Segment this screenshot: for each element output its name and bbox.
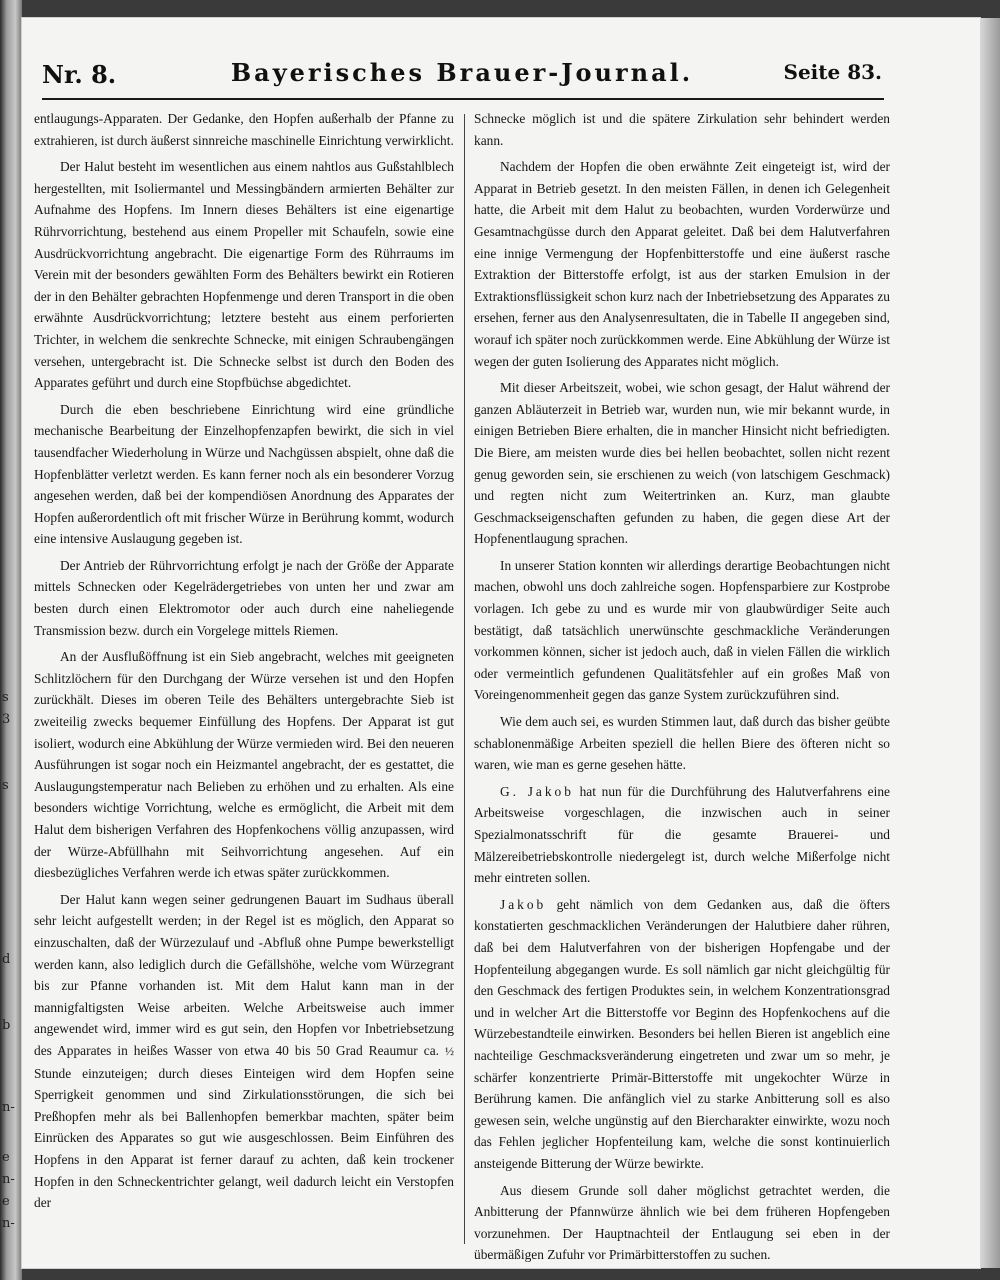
strip-fragment: s [2, 690, 9, 705]
author-name: Jakob [500, 896, 547, 912]
page-header [42, 58, 882, 92]
issue-number: Nr. 8. [42, 60, 117, 89]
paragraph: Wie dem auch sei, es wurden Stimmen laut, daß durch das bisher geübte schablonenmäßige Arbeiten speziell die hellen Biere des öfteren nicht so waren, wie man es gerne gesehen hätte. [474, 714, 890, 773]
strip-fragment: d [2, 952, 11, 967]
paragraph-text: geht nämlich von dem Gedanken aus, daß die öfters konstatierten geschmacklichen Veränderungen der Halutbiere daher rühren, daß bei dem Halutverfahren von der bisherigen Hopfengabe und der Hopfenteilung abgegangen wurde. Es soll nämlich gar nicht gleichgültig für den Geschmack des fertigen Produktes sein, in welchem Konzentrationsgrad und in welcher Art die Bitterstoffe vor Beginn des Hopfenkochens auf die Würzebestandteile einwirken. Besonders bei hellen Bieren ist angeblich eine nachteilige Geschmacksveränderung eingetreten und zwar um so mehr, je schärfer konzentrierte Primär-Bitterstoffe mit ungekochter Würze in Berührung kamen. Die anfänglich viel zu starke Anbitterung soll es also gewesen sein, welche ungünstig auf den Biercharakter einwirkte, wozu noch das Fehlen jeglicher Hopfenteilung kam, welche die sonst kontinuierlich ansteigende Bitterung der Würze bewirkte. [474, 896, 890, 1171]
paragraph: Mit dieser Arbeitszeit, wobei, wie schon gesagt, der Halut während der ganzen Abläuterzeit in Betrieb war, wurden nun, wie mir bekannt wurde, in einigen Betrieben Biere erhalten, die in mancher Hinsicht nicht befriedigten. Die Biere, am meisten wurde dies bei hellen beobachtet, sollen nicht rezent genug geworden sein, sie erschienen zu weich (von latschigem Geschmack) und regten nicht zum Weitertrinken an. Kurz, man glaubte Geschmackseigenschaften gefunden zu haben, die gegen diese Art der Hopfenentlaugung sprachen. [474, 380, 890, 547]
journal-title: Bayerisches Brauer-Journal. [230, 58, 694, 87]
page-number: Seite 83. [783, 60, 882, 84]
left-column [34, 108, 454, 1219]
paragraph-text: Der Halut kann wegen seiner gedrungenen Bauart im Sudhaus überall sehr leicht aufgestellt werden; in der Regel ist es möglich, den Apparat so einzuschalten, daß der Würzezulauf und -Abfluß ohne Pumpe bewerkstelligt werden kann, also lediglich durch die Gefällshöhe, welche vom Würzegrant bis zur Pfanne vorhanden ist. Mit dem Halut kann man in der mannigfaltigsten Weise arbeiten. Welche Arbeitsweise auch immer angewendet wird, immer wird es gut sein, den Hopfen vor Inbetriebsetzung des Apparates in heißes Wasser von etwa 40 bis 50 Grad Reaumur ca. [34, 891, 454, 1058]
strip-fragment: n- [2, 1100, 15, 1115]
paragraph-text: Stunde einzuteigen; durch dieses Einteigen wird dem Hopfen seine Sperrigkeit genommen und sind Zirkulationsstörungen, die sich bei Preßhopfen mehr als bei Ballenhopfen bemerkbar machten, später beim Einrücken des Apparates so gut wie ausgeschlossen. Beim Einführen des Hopfens in den Apparat ist ferner darauf zu achten, daß kein trockener Hopfen in den Schneckentrichter gelangt, weil dadurch leicht ein Verstopfen der [34, 1065, 454, 1211]
right-column [474, 108, 890, 1271]
strip-fragment: e [2, 1194, 10, 1209]
column-divider [464, 114, 465, 1244]
fraction: ½ [445, 1043, 454, 1058]
paragraph: Der Antrieb der Rührvorrichtung erfolgt je nach der Größe der Apparate mittels Schnecken oder Kegelrädergetriebes von unten her und zwar am besten durch einen Elektromotor oder auch durch eine naheliegende Transmission bezw. durch ein Vorgelege mittels Riemen. [34, 557, 454, 638]
strip-fragment: n- [2, 1172, 15, 1187]
author-name: G. Jakob [500, 783, 574, 799]
paragraph [474, 781, 890, 889]
strip-fragment: e [2, 1150, 10, 1165]
paragraph: Nachdem der Hopfen die oben erwähnte Zeit eingeteigt ist, wird der Apparat in Betrieb gesetzt. In den meisten Fällen, in denen ich Gelegenheit hatte, die Arbeit mit dem Halut zu beobachten, wurden Vorderwürze und Gesamtnachgüsse durch den Apparat geleitet. Daß bei dem Halutverfahren eine innige Vermengung der Hopfenbitterstoffe und eine äußerst rasche Extraktion der Bitterstoffe erfolgt, ist aus der starken Emulsion in der Extraktionsflüssigkeit schon kurz nach der Inbetriebsetzung des Apparates zu ersehen, ferner aus den Analysenresultaten, die in Tabelle II angegeben sind, worauf ich später noch zurückkommen werde. Eine Abkühlung der Würze ist wegen der guten Isolierung des Apparates nicht möglich. [474, 159, 890, 369]
paragraph [34, 889, 454, 1214]
paragraph [474, 894, 890, 1175]
paragraph: Aus diesem Grunde soll daher möglichst getrachtet werden, die Anbitterung der Pfannwürze ähnlich wie bei dem früheren Hopfengeben vorzunehmen. Der Hauptnachteil der Entlaugung sei eben in der übermäßigen Zufuhr vor Primärbitterstoffen zu suchen. [474, 1182, 890, 1263]
strip-fragment: s [2, 778, 9, 793]
paragraph: An der Ausflußöffnung ist ein Sieb angebracht, welches mit geeigneten Schlitzlöchern für den Durchgang der Würze versehen ist und den Hopfen zurückhält. Dieses im oberen Teile des Behälters untergebrachte Sieb ist zweiteilig zwecks bequemer Einfüllung des Hopfens. Der Apparat ist gut isoliert, wodurch eine Abkühlung der Würze vermieden wird. Bei den neueren Ausführungen ist sogar noch ein Heizmantel angebracht, der es gestattet, die Auslaugungstemperatur nach Belieben zu erhöhen und zu erhalten. Als eine besonders wichtige Vorrichtung, welche es ermöglicht, die Arbeit mit dem Halut dem bisherigen Verfahren des Hopfenkochens völlig anzupassen, wird der Würze-Abfüllhahn mit Seihvorrichtung angesehen. Auf ein diesbezügliches Verfahren werde ich etwas später zurückkommen. [34, 649, 454, 881]
paragraph-text: hat nun für die Durchführung des Halutverfahrens eine Arbeitsweise vorgeschlagen, die inzwischen auch in seiner Spezialmonatsschrift für die gesamte Brauerei- und Mälzereibetriebskontrolle niedergelegt ist, durch welche Mißerfolge nicht mehr eintreten sollen. [474, 783, 890, 886]
paragraph: Schnecke möglich ist und die spätere Zirkulation sehr behindert werden kann. [474, 111, 890, 148]
strip-fragment: b [2, 1018, 11, 1033]
paragraph: Der Halut besteht im wesentlichen aus einem nahtlos aus Gußstahlblech hergestellten, mit Isoliermantel und Messingbändern armierten Behälter zur Aufnahme des Hopfens. Im Innern dieses Behälters ist eine eigenartige Rührvorrichtung, bestehend aus einem Propeller mit Schaufeln, sowie eine Ausdrückvorrichtung angebracht. Die eigenartige Form des Rührraums im Verein mit der besonders gewählten Form des Behälters bewirkt ein Rotieren der in den Behälter gebrachten Hopfenmenge und deren Transport in die oben erwähnte Ausdrückvorrichtung; letztere besteht aus einem perforierten Trichter, in welchem die senkrechte Schnecke, mit einigen Schraubengängen versehen, untergebracht ist. Die Schnecke selbst ist durch den Boden des Apparates geführt und durch eine Stopfbüchse abgedichtet. [34, 159, 454, 391]
paragraph: Durch die eben beschriebene Einrichtung wird eine gründliche mechanische Bearbeitung der Einzelhopfenzapfen bewirkt, die sich in viel tausendfacher Wiederholung in Würze und Nachgüssen abspielt, ohne daß die Hopfenblätter verletzt werden. Es kann ferner noch als ein besonderer Vorzug angesehen werden, daß bei der kompendiösen Anordnung des Apparates der Hopfen außerordentlich oft mit frischer Würze in Berührung kommt, wodurch eine intensive Auslaugung gegeben ist. [34, 401, 454, 547]
strip-fragment: 3 [2, 712, 11, 727]
adjacent-page-strip [0, 0, 22, 1280]
header-rule [42, 98, 884, 100]
paragraph: entlaugungs-Apparaten. Der Gedanke, den Hopfen außerhalb der Pfanne zu extrahieren, ist durch äußerst sinnreiche maschinelle Einrichtung verwirklicht. [34, 111, 454, 148]
page-edge [980, 18, 1000, 1268]
paragraph: In unserer Station konnten wir allerdings derartige Beobachtungen nicht machen, obwohl uns doch zahlreiche sogen. Hopfensparbiere zur Kostprobe vorlagen. Ich gebe zu und es wurde mir von glaubwürdiger Seite auch bestätigt, daß tatsächlich unerwünschte geschmackliche Veränderungen vorkommen können, sicher ist jedoch auch, daß in vielen Fällen die wirklich oder vermeintlich gefundenen Qualitätsfehler auf ein großes Maß von Voreingenommenheit gegen das ganze System zurückzuführen sind. [474, 557, 890, 703]
strip-fragment: n- [2, 1216, 15, 1231]
journal-page [22, 18, 980, 1268]
